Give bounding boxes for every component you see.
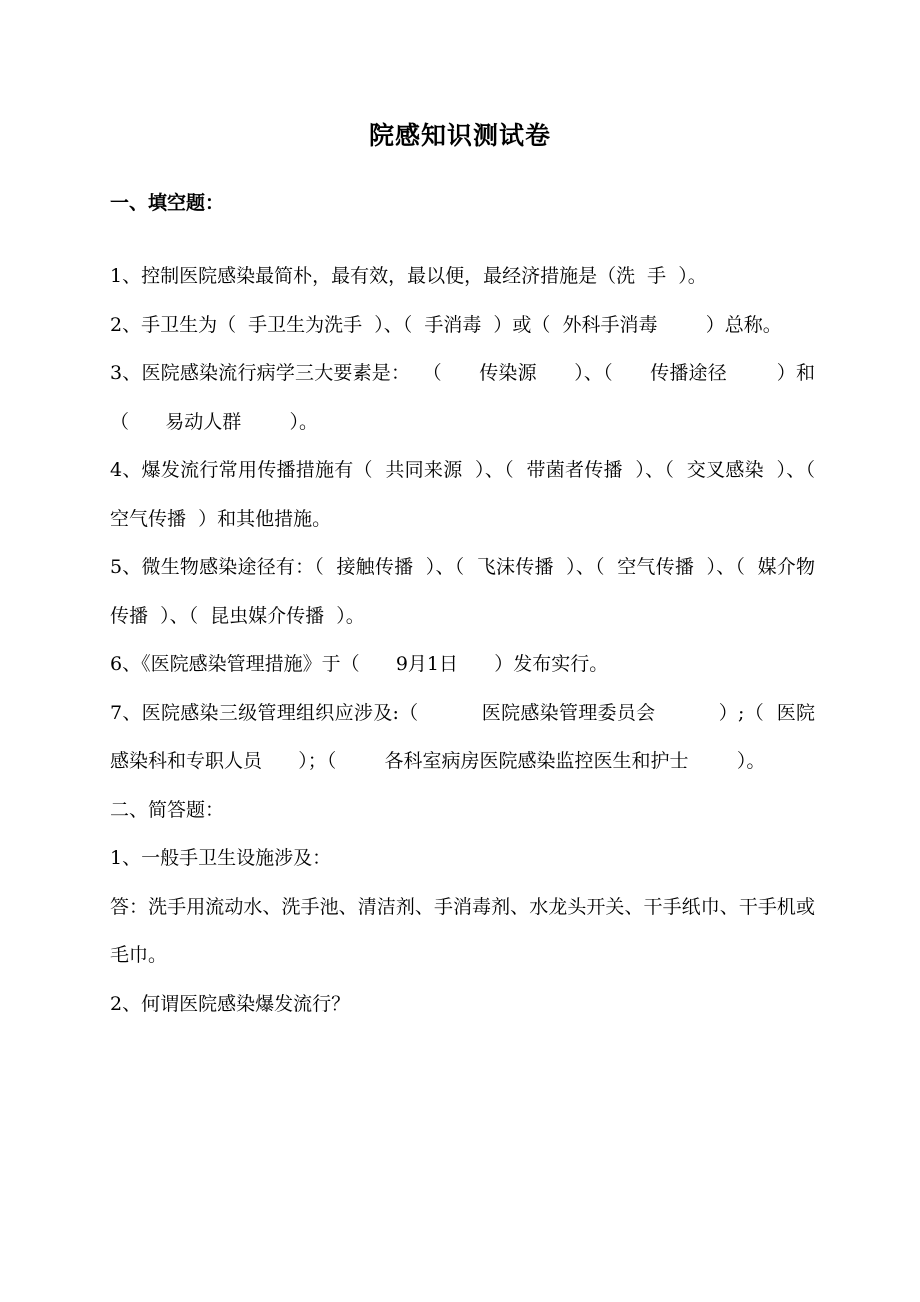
short-answer-question-1: 1、一般手卫生设施涉及：: [110, 847, 332, 869]
document-body: [110, 252, 828, 1028]
page-title: 院感知识测试卷: [368, 121, 551, 150]
question-3: 3、医院感染流行病学三大要素是： （ 传染源 ）、（ 传播途径 ）和（ 易动人群 ）。: [110, 362, 815, 433]
question-4: 4、爆发流行常用传播措施有（ 共同来源 ）、（ 带菌者传播 ）、（ 交叉感染 ）、（ 空气传播 ）和其他措施。: [110, 459, 828, 530]
short-answer-1-answer: 答：洗手用流动水、洗手池、清洁剂、手消毒剂、水龙头开关、干手纸巾、干手机或毛巾。: [110, 895, 815, 966]
section-heading-fill-blank: 一、填空题：: [110, 192, 225, 214]
question-2: 2、手卫生为（ 手卫生为洗手 ）、（ 手消毒 ）或（ 外科手消毒 ）总称。: [110, 313, 782, 336]
question-5: 5、微生物感染途径有：（ 接触传播 ）、（ 飞沫传播 ）、（ 空气传播 ）、（ 媒介物传播 ）、（ 昆虫媒介传播 ）。: [110, 556, 815, 627]
question-1: 1、控制医院感染最简朴，最有效，最以便，最经济措施是（洗 手 ）。: [110, 265, 707, 287]
question-6: 6、《医院感染管理措施》于（ 9月1日 ）发布实行。: [110, 653, 609, 675]
short-answer-question-2: 2、何谓医院感染爆发流行？: [110, 992, 351, 1015]
question-7: 7、医院感染三级管理组织应涉及:（ 医院感染管理委员会 ）;（ 医院感染科和专职人员 ）；（ 各科室病房医院感染监控医生和护士 ）。: [110, 701, 815, 772]
section-heading-short-answer: 二、简答题：: [110, 798, 225, 821]
